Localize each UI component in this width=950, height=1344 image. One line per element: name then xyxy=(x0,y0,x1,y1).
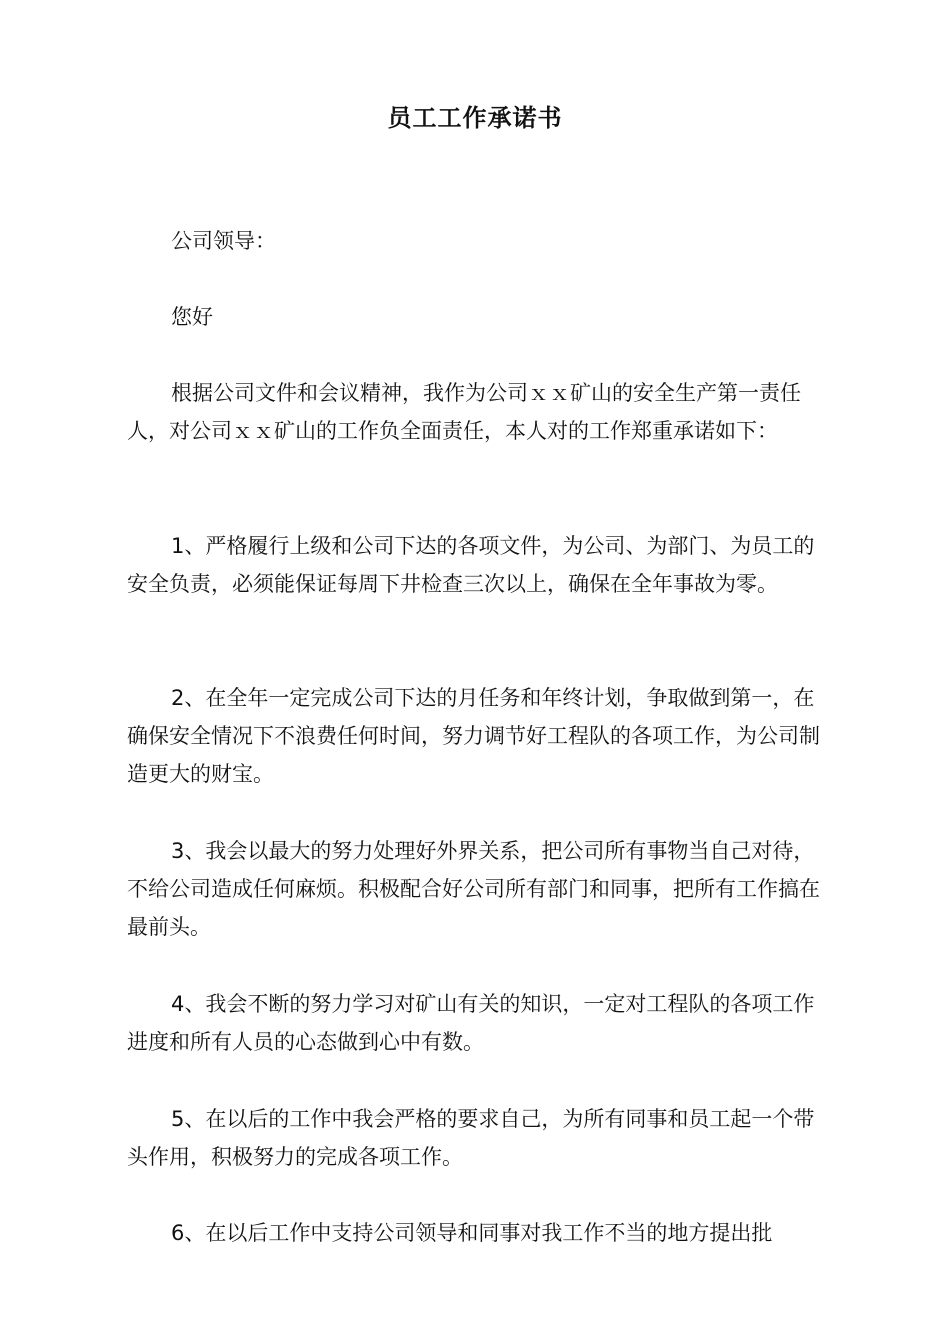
commitment-item-6: 6、在以后工作中支持公司领导和同事对我工作不当的地方提出批 xyxy=(171,1221,773,1245)
commitment-item-1: 1、严格履行上级和公司下达的各项文件，为公司、为部门、为员工的安全负责，必须能保证每周下井检查三次以上，确保在全年事故为零。 xyxy=(127,534,815,596)
commitment-item-3: 3、我会以最大的努力处理好外界关系，把公司所有事物当自己对待，不给公司造成任何麻烦。积极配合好公司所有部门和同事，把所有工作搞在最前头。 xyxy=(127,839,820,939)
salutation-line: 您好 xyxy=(171,305,213,329)
commitment-item-4: 4、我会不断的努力学习对矿山有关的知识，一定对工程队的各项工作进度和所有人员的心态做到心中有数。 xyxy=(127,992,815,1054)
greeting-line: 公司领导： xyxy=(171,229,276,253)
commitment-item-5: 5、在以后的工作中我会严格的要求自己，为所有同事和员工起一个带头作用，积极努力的完成各项工作。 xyxy=(127,1107,815,1169)
document-title: 员工工作承诺书 xyxy=(387,104,563,132)
intro-paragraph: 根据公司文件和会议精神，我作为公司ｘｘ矿山的安全生产第一责任人，对公司ｘｘ矿山的工作负全面责任，本人对的工作郑重承诺如下： xyxy=(127,381,801,443)
commitment-item-2: 2、在全年一定完成公司下达的月任务和年终计划，争取做到第一，在确保安全情况下不浪费任何时间，努力调节好工程队的各项工作，为公司制造更大的财宝。 xyxy=(127,686,820,786)
